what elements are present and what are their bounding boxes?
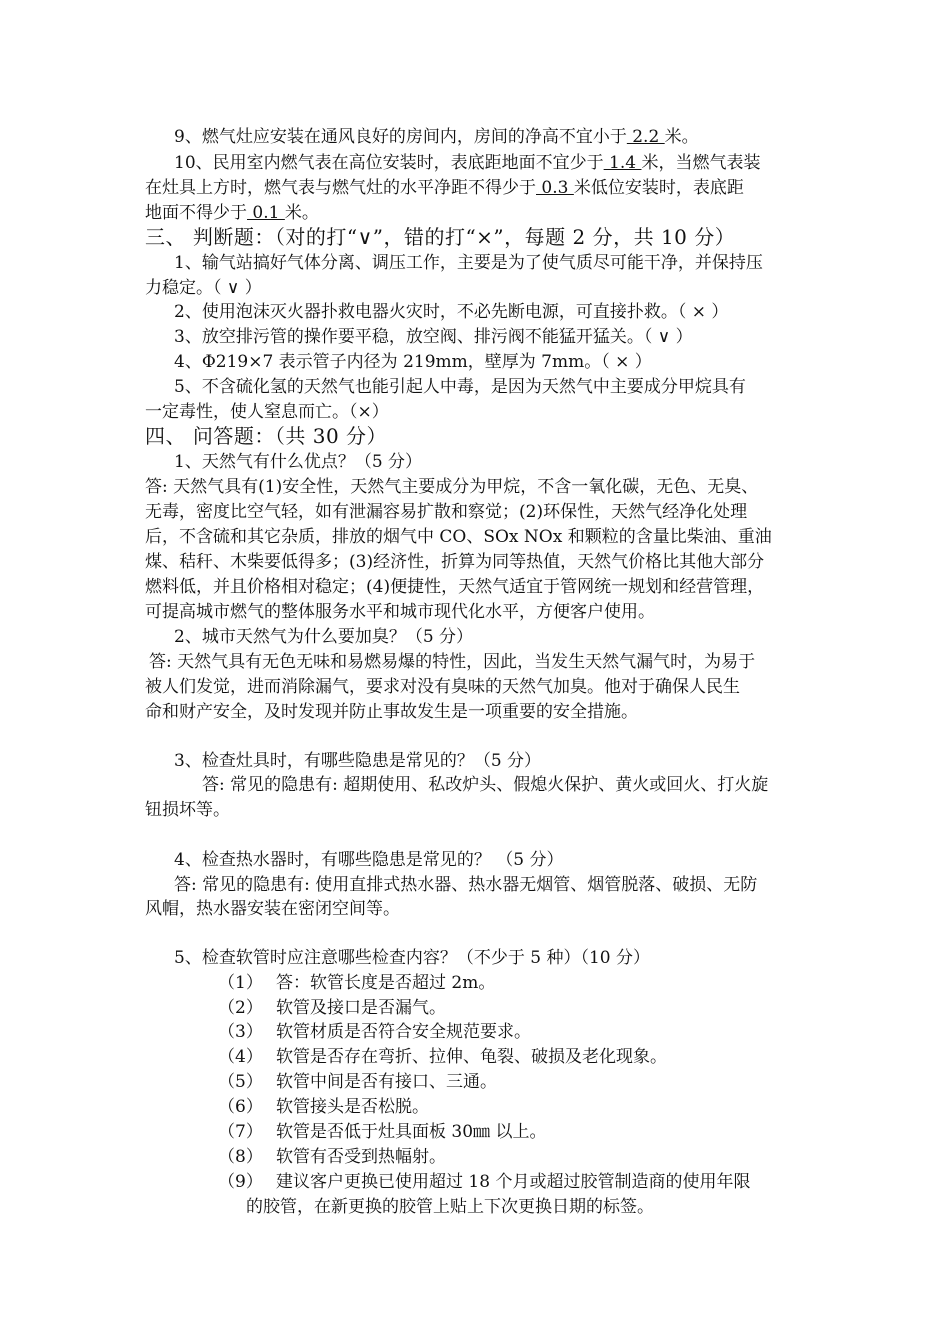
answer-line: 风帽，热水器安装在密闭空间等。 [145, 899, 400, 919]
list-item-continuation: 的胶管，在新更换的胶管上贴上下次更换日期的标签。 [246, 1197, 654, 1217]
list-item-text: 软管是否存在弯折、拉伸、龟裂、破损及老化现象。 [276, 1047, 667, 1067]
fill-q10-answer3: 0.1 [247, 203, 285, 223]
list-item-text: 软管接头是否松脱。 [276, 1097, 429, 1117]
section4-heading: 四、 问答题：（共 30 分） [145, 424, 388, 448]
list-item [218, 1145, 446, 1169]
answer-line: 答: 常见的隐患有: 超期使用、私改炉头、假熄火保护、黄火或回火、打火旋 [202, 775, 769, 795]
fill-q10-line2 [145, 176, 744, 200]
judge-line: 一定毒性，使人窒息而亡。（×） [145, 402, 389, 422]
list-item-number: （8） [218, 1147, 263, 1167]
fill-q10-text2: 在灶具上方时，燃气表与燃气灶的水平净距不得少于 [145, 178, 536, 198]
fill-q10-text1b: 米，当燃气表装 [641, 153, 761, 173]
fill-q10-answer2: 0.3 [536, 178, 574, 198]
list-item-text: 软管材质是否符合安全规范要求。 [276, 1022, 531, 1042]
judge-line: 5、不含硫化氢的天然气也能引起人中毒，是因为天然气中主要成分甲烷具有 [174, 377, 746, 397]
list-item [218, 1020, 531, 1044]
judge-line: 3、放空排污管的操作要平稳，放空阀、排污阀不能猛开猛关。（ ∨ ） [174, 327, 693, 347]
fill-q10-line1 [174, 151, 760, 175]
list-item-text: 软管中间是否有接口、三通。 [276, 1072, 497, 1092]
list-item-text: 软管有否受到热幅射。 [276, 1147, 446, 1167]
question-3: 3、检查灶具时，有哪些隐患是常见的？（5 分） [174, 751, 542, 771]
answer-line: 钮损坏等。 [145, 800, 230, 820]
list-item [218, 1120, 546, 1144]
section3-heading: 三、 判断题：（对的打“∨”，错的打“×”，每题 2 分，共 10 分） [145, 225, 736, 249]
list-item-text: 软管及接口是否漏气。 [276, 998, 446, 1018]
answer-line: 无毒，密度比空气轻，如有泄漏容易扩散和察觉；(2)环保性，天然气经净化处理 [145, 502, 748, 522]
answer-line: 可提高城市燃气的整体服务水平和城市现代化水平，方便客户使用。 [145, 602, 655, 622]
answer-line: 后，不含硫和其它杂质，排放的烟气中 CO、SOx NOx 和颗粒的含量比柴油、重油 [145, 527, 772, 547]
answer-line: 答: 常见的隐患有: 使用直排式热水器、热水器无烟管、烟管脱落、破损、无防 [174, 875, 758, 895]
judge-line: 4、Φ219×7 表示管子内径为 219mm，壁厚为 7mm。（ × ） [174, 352, 652, 372]
answer-line: 煤、秸秆、木柴要低得多；(3)经济性，折算为同等热值，天然气价格比其他大部分 [145, 552, 765, 572]
answer-line: 命和财产安全，及时发现并防止事故发生是一项重要的安全措施。 [145, 702, 638, 722]
fill-q10-answer1: 1.4 [603, 153, 642, 173]
fill-q10-line3 [145, 201, 319, 225]
judge-line: 2、使用泡沫灭火器扑救电器火灾时，不必先断电源，可直接扑救。（ × ） [174, 302, 729, 322]
fill-q9-answer: 2.2 [626, 127, 665, 147]
question-1: 1、天然气有什么优点？（5 分） [174, 452, 423, 472]
list-item-number: （5） [218, 1072, 263, 1092]
answer-line: 燃料低，并且价格相对稳定；(4)便捷性，天然气适宜于管网统一规划和经营管理， [145, 577, 765, 597]
list-item-number: （4） [218, 1047, 263, 1067]
answer-line: 答: 天然气具有无色无味和易燃易爆的特性，因此，当发生天然气漏气时，为易于 [149, 652, 756, 672]
list-item [218, 996, 446, 1020]
list-item-number: （7） [218, 1122, 263, 1142]
answer-line: 答: 天然气具有(1)安全性，天然气主要成分为甲烷，不含一氧化碳，无色、无臭、 [145, 477, 759, 497]
list-item-number: （9） [218, 1172, 263, 1192]
fill-q9-unit: 米。 [664, 127, 699, 147]
list-item-number: （3） [218, 1022, 263, 1042]
list-item-number: （1） [218, 973, 263, 993]
fill-q10-text3b: 米。 [284, 203, 319, 223]
fill-q9-text: 9、燃气灶应安装在通风良好的房间内，房间的净高不宜小于 [174, 127, 627, 147]
judge-line: 1、输气站搞好气体分离、调压工作，主要是为了使气质尽可能干净，并保持压 [174, 253, 763, 273]
list-item [218, 1045, 667, 1069]
fill-q9 [174, 125, 699, 149]
list-item-text: 建议客户更换已使用超过 18 个月或超过胶管制造商的使用年限 [276, 1172, 751, 1192]
judge-line: 力稳定。（ ∨ ） [145, 278, 262, 298]
list-item-number: （2） [218, 998, 263, 1018]
question-5: 5、检查软管时应注意哪些检查内容？（不少于 5 种）（10 分） [174, 948, 650, 968]
fill-q10-text3: 地面不得少于 [145, 203, 247, 223]
list-item [218, 1170, 750, 1194]
fill-q10-text1: 10、民用室内燃气表在高位安装时，表底距地面不宜少于 [174, 153, 604, 173]
question-4: 4、检查热水器时，有哪些隐患是常见的？ （5 分） [174, 850, 564, 870]
list-item [218, 1095, 429, 1119]
list-item-text: 答：软管长度是否超过 2m。 [276, 973, 496, 993]
list-item [218, 971, 495, 995]
list-item-text: 软管是否低于灶具面板 30㎜ 以上。 [276, 1122, 547, 1142]
fill-q10-text2b: 米低位安装时，表底距 [573, 178, 744, 198]
question-2: 2、城市天然气为什么要加臭？（5 分） [174, 627, 474, 647]
list-item-number: （6） [218, 1097, 263, 1117]
answer-line: 被人们发觉，进而消除漏气，要求对没有臭味的天然气加臭。他对于确保人民生 [145, 677, 740, 697]
list-item [218, 1070, 497, 1094]
